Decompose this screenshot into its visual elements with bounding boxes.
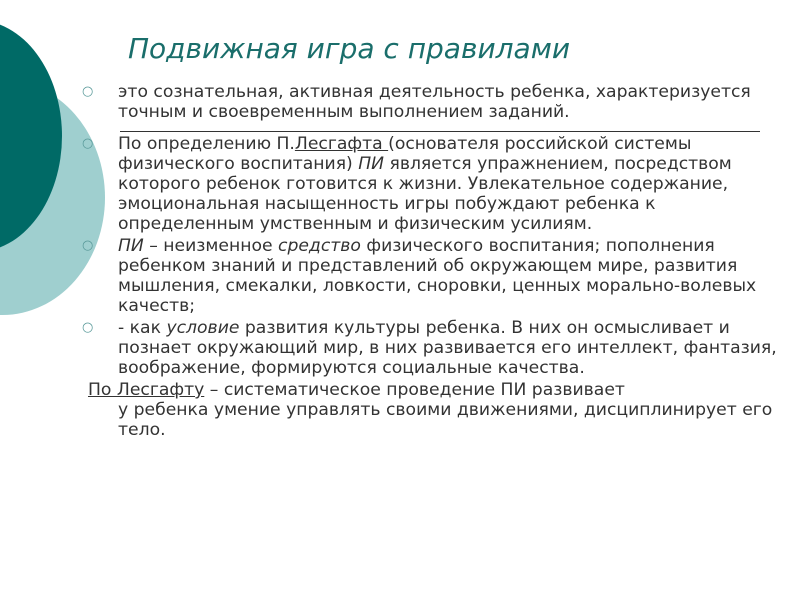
bullet-text: развития культуры ребенка. В них он осмысливает и познает окружающий мир, в них развивается его интеллект, фантазия, воображение, формируются социальные качества. — [118, 318, 777, 378]
bullet-marker-icon: ○ — [82, 84, 94, 99]
bullet-text: (основателя российской системы физического воспитания) — [118, 134, 692, 174]
bullet-text: является упражнением, посредством которого ребенок готовится к жизни. Увлекательное содержание, эмоциональная насыщенность игры побуждают ребенка к определенным умственным и физическим усилиям. — [118, 154, 732, 234]
closing-text: у ребенка умение управлять своими движениями, дисциплинирует его тело. — [118, 400, 773, 440]
lesgaft-link-text: Лесгафта — [294, 134, 389, 154]
bullet-text: - как — [118, 318, 167, 338]
condition-word: условие — [166, 318, 240, 338]
bullet-marker-icon: ○ — [82, 136, 94, 151]
lesgaft-reference: По Лесгафту — [88, 380, 205, 400]
slide-title: Подвижная игра с правилами — [128, 32, 571, 65]
means-word: средство — [278, 236, 361, 256]
closing-text: – систематическое проведение ПИ развивает — [204, 380, 625, 400]
pi-abbrev: ПИ — [118, 236, 144, 256]
bullet-item-lesgaft — [82, 134, 782, 234]
bullet-item-definition — [82, 82, 782, 122]
bullet-text: – неизменное — [143, 236, 278, 256]
bullet-item-condition — [82, 318, 782, 378]
bullet-marker-icon: ○ — [82, 320, 94, 335]
bullet-item-means — [82, 236, 782, 316]
horizontal-rule — [120, 131, 760, 132]
bullet-text: это сознательная, активная деятельность ребенка, характеризуется точным и своевременным выполнением заданий. — [118, 82, 751, 122]
bullet-text: По определению П. — [118, 134, 295, 154]
bullet-marker-icon: ○ — [82, 238, 94, 253]
bullet-text: физического воспитания; пополнения ребенком знаний и представлений об окружающем мире, развития мышления, смекалки, ловкости, сноровки, ценных морально-волевых качеств; — [118, 236, 757, 316]
closing-paragraph — [82, 380, 782, 440]
pi-abbrev: ПИ — [358, 154, 385, 174]
slide-content — [82, 82, 782, 440]
